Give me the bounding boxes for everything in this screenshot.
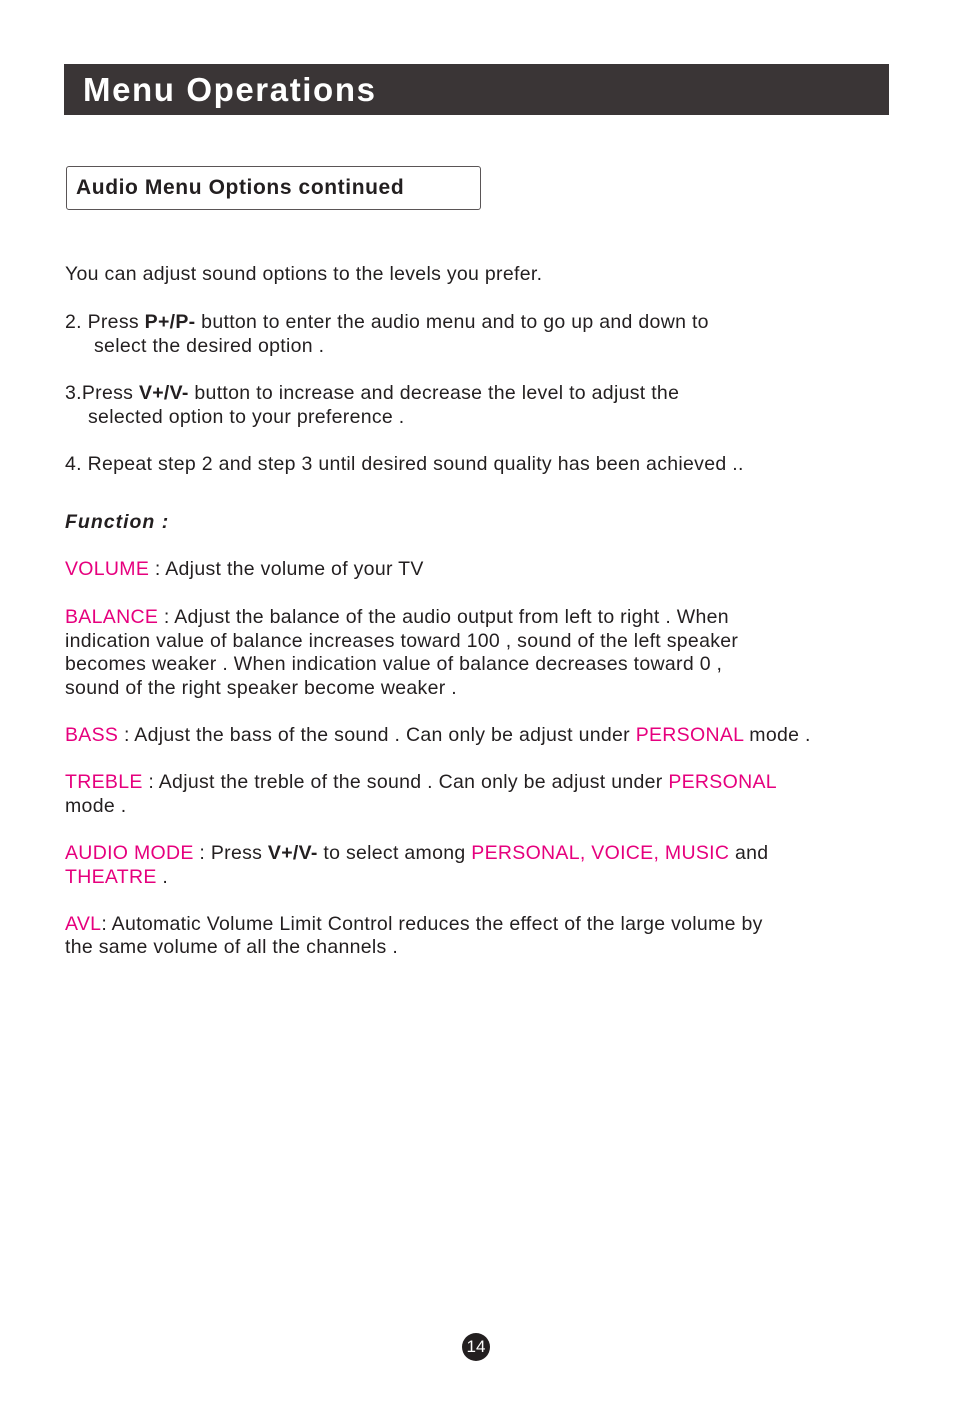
page-header-bar [64, 64, 889, 115]
avl-term: AVL [65, 913, 102, 935]
step-3-prefix: 3.Press [65, 382, 139, 404]
treble-term: TREBLE [65, 771, 143, 793]
treble-line-2: mode . [65, 795, 127, 817]
avl-desc-1: : Automatic Volume Limit Control reduces the effect of the large volume by [101, 913, 763, 935]
treble-mode: PERSONAL [668, 771, 777, 793]
balance-line-4: sound of the right speaker become weaker . [65, 677, 457, 699]
treble-desc: : Adjust the treble of the sound . Can only be adjust under [142, 771, 669, 793]
audio-mode-end: . [156, 866, 169, 888]
bass-term: BASS [65, 724, 119, 746]
volume-term: VOLUME [65, 558, 150, 580]
audio-mode-desc-2: to select among [317, 842, 472, 864]
audio-mode-term: AUDIO MODE [65, 842, 194, 864]
treble-line-1 [65, 770, 777, 794]
step-3-text: button to increase and decrease the level to adjust the [188, 382, 680, 404]
step-2-line-1 [65, 310, 709, 334]
step-2-text: button to enter the audio menu and to go up and down to [195, 311, 709, 333]
page-title: Menu Operations [83, 71, 377, 108]
step-2-line-2: select the desired option . [94, 335, 325, 357]
intro-text: You can adjust sound options to the levels you prefer. [65, 263, 543, 285]
audio-mode-options: PERSONAL, VOICE, MUSIC [471, 842, 730, 864]
balance-line-1 [65, 605, 729, 629]
balance-desc-1: : Adjust the balance of the audio output from left to right . When [158, 606, 729, 628]
bass-mode: PERSONAL [635, 724, 744, 746]
audio-mode-theatre: THEATRE [65, 866, 157, 888]
step-3-line-1 [65, 381, 679, 405]
balance-line-2: indication value of balance increases toward 100 , sound of the left speaker [65, 630, 739, 652]
audio-mode-desc-1: : Press [193, 842, 268, 864]
audio-mode-line-1 [65, 841, 768, 865]
audio-mode-line-2 [65, 865, 168, 889]
audio-mode-and: and [729, 842, 769, 864]
step-2-key: P+/P- [144, 311, 196, 333]
balance-term: BALANCE [65, 606, 159, 628]
step-4: 4. Repeat step 2 and step 3 until desired sound quality has been achieved .. [65, 453, 744, 475]
function-heading: Function : [65, 511, 170, 533]
bass-line [65, 723, 811, 747]
step-3-key: V+/V- [138, 382, 189, 404]
section-title: Audio Menu Options continued [76, 176, 405, 199]
avl-line-2: the same volume of all the channels . [65, 936, 399, 958]
balance-line-3: becomes weaker . When indication value of balance decreases toward 0 , [65, 653, 723, 675]
volume-desc: : Adjust the volume of your TV [149, 558, 424, 580]
step-3-line-2: selected option to your preference . [88, 406, 405, 428]
step-2-prefix: 2. Press [65, 311, 145, 333]
section-title-box [66, 166, 481, 210]
page-number-badge: 14 [462, 1333, 490, 1361]
bass-desc: : Adjust the bass of the sound . Can only be adjust under [118, 724, 636, 746]
volume-line [65, 557, 424, 581]
audio-mode-key: V+/V- [267, 842, 318, 864]
bass-suffix: mode . [743, 724, 811, 746]
avl-line-1 [65, 912, 763, 936]
